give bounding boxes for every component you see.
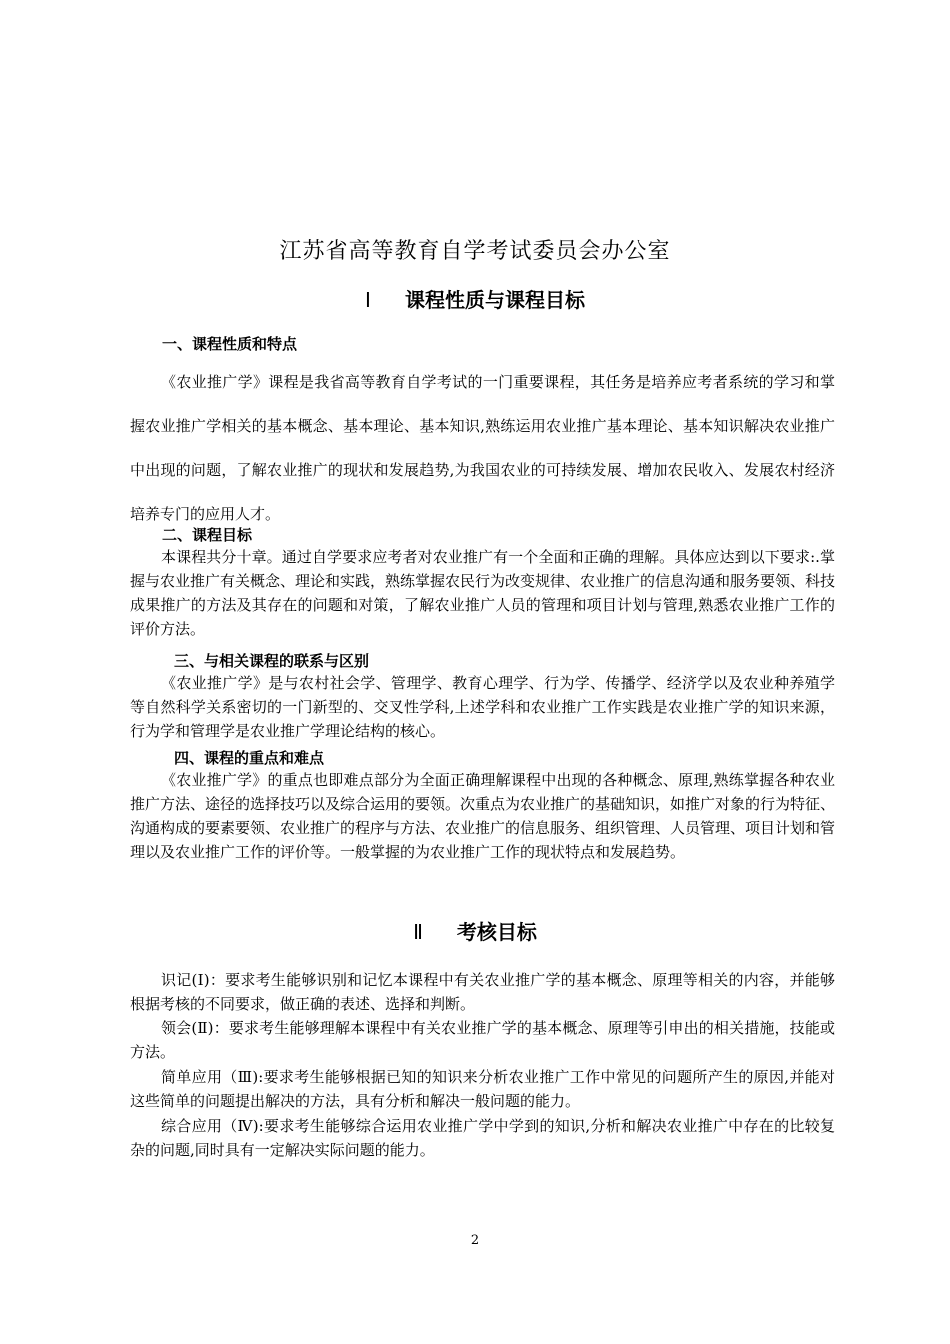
section-1-paragraph: 《农业推广学》课程是我省高等教育自学考试的一门重要课程，其任务是培养应考者系统的学习和掌握农业推广学相关的基本概念、基本理论、基本知识,熟练运用农业推广基本理论、基本知识解决农业推广中出现的问题，了解农业推广的现状和发展趋势,为我国农业的可持续发展、增加农民收入、发展农村经济培养专门的应用人才。: [130, 373, 835, 523]
part-1-numeral: Ⅰ: [365, 288, 371, 312]
part-2-title: [0, 916, 950, 945]
section-4-paragraph: 《农业推广学》的重点也即难点部分为全面正确理解课程中出现的各种概念、原理,熟练掌握各种农业推广方法、途径的选择技巧以及综合运用的要领。次重点为农业推广的基础知识，如推广对象的行为特征、沟通构成的要素要领、农业推广的程序与方法、农业推广的信息服务、组织管理、人员管理、项目计划和管理以及农业推广工作的评价等。一般掌握的为农业推广工作的现状特点和发展趋势。: [130, 771, 836, 861]
section-3-paragraph: 《农业推广学》是与农村社会学、管理学、教育心理学、行为学、传播学、经济学以及农业种养殖学等自然科学关系密切的一门新型的、交叉性学科,上述学科和农业推广工作实践是农业推广学的知识来源，行为学和管理学是农业推广学理论结构的核心。: [130, 674, 835, 740]
objective-simple-application-paragraph: 简单应用（Ⅲ):要求考生能够根据已知的知识来分析农业推广工作中常见的问题所产生的原因,并能对这些简单的问题提出解决的方法，具有分析和解决一般问题的能力。: [130, 1068, 835, 1110]
part-2-title-text: 考核目标: [456, 920, 537, 944]
objective-comprehend-paragraph: 领会(Ⅱ)：要求考生能够理解本课程中有关农业推广学的基本概念、原理等引申出的相关措施，技能或方法。: [130, 1019, 835, 1061]
section-1-heading: 一、课程性质和特点: [162, 335, 298, 353]
section-3-heading: 三、与相关课程的联系与区别: [174, 652, 370, 670]
page-number: 2: [470, 1233, 480, 1248]
document-header-org: 江苏省高等教育自学考试委员会办公室: [279, 239, 671, 264]
part-1-title-text: 课程性质与课程目标: [404, 288, 585, 312]
section-4-heading: 四、课程的重点和难点: [174, 749, 325, 767]
section-2-paragraph: 本课程共分十章。通过自学要求应考者对农业推广有一个全面和正确的理解。具体应达到以下要求:.掌握与农业推广有关概念、理论和实践，熟练掌握农民行为改变规律、农业推广的信息沟通和服务要领、科技成果推广的方法及其存在的问题和对策，了解农业推广人员的管理和项目计划与管理,熟悉农业推广工作的评价方法。: [130, 548, 836, 638]
objective-comprehensive-application-paragraph: 综合应用（Ⅳ):要求考生能够综合运用农业推广学中学到的知识,分析和解决农业推广中存在的比较复杂的问题,同时具有一定解决实际问题的能力。: [130, 1117, 835, 1159]
part-1-title: [0, 284, 950, 313]
objective-recall-paragraph: 识记(Ⅰ)：要求考生能够识别和记忆本课程中有关农业推广学的基本概念、原理等相关的内容，并能够根据考核的不同要求，做正确的表述、选择和判断。: [130, 971, 835, 1013]
part-2-numeral: Ⅱ: [413, 920, 423, 944]
section-2-heading: 二、课程目标: [162, 526, 253, 544]
